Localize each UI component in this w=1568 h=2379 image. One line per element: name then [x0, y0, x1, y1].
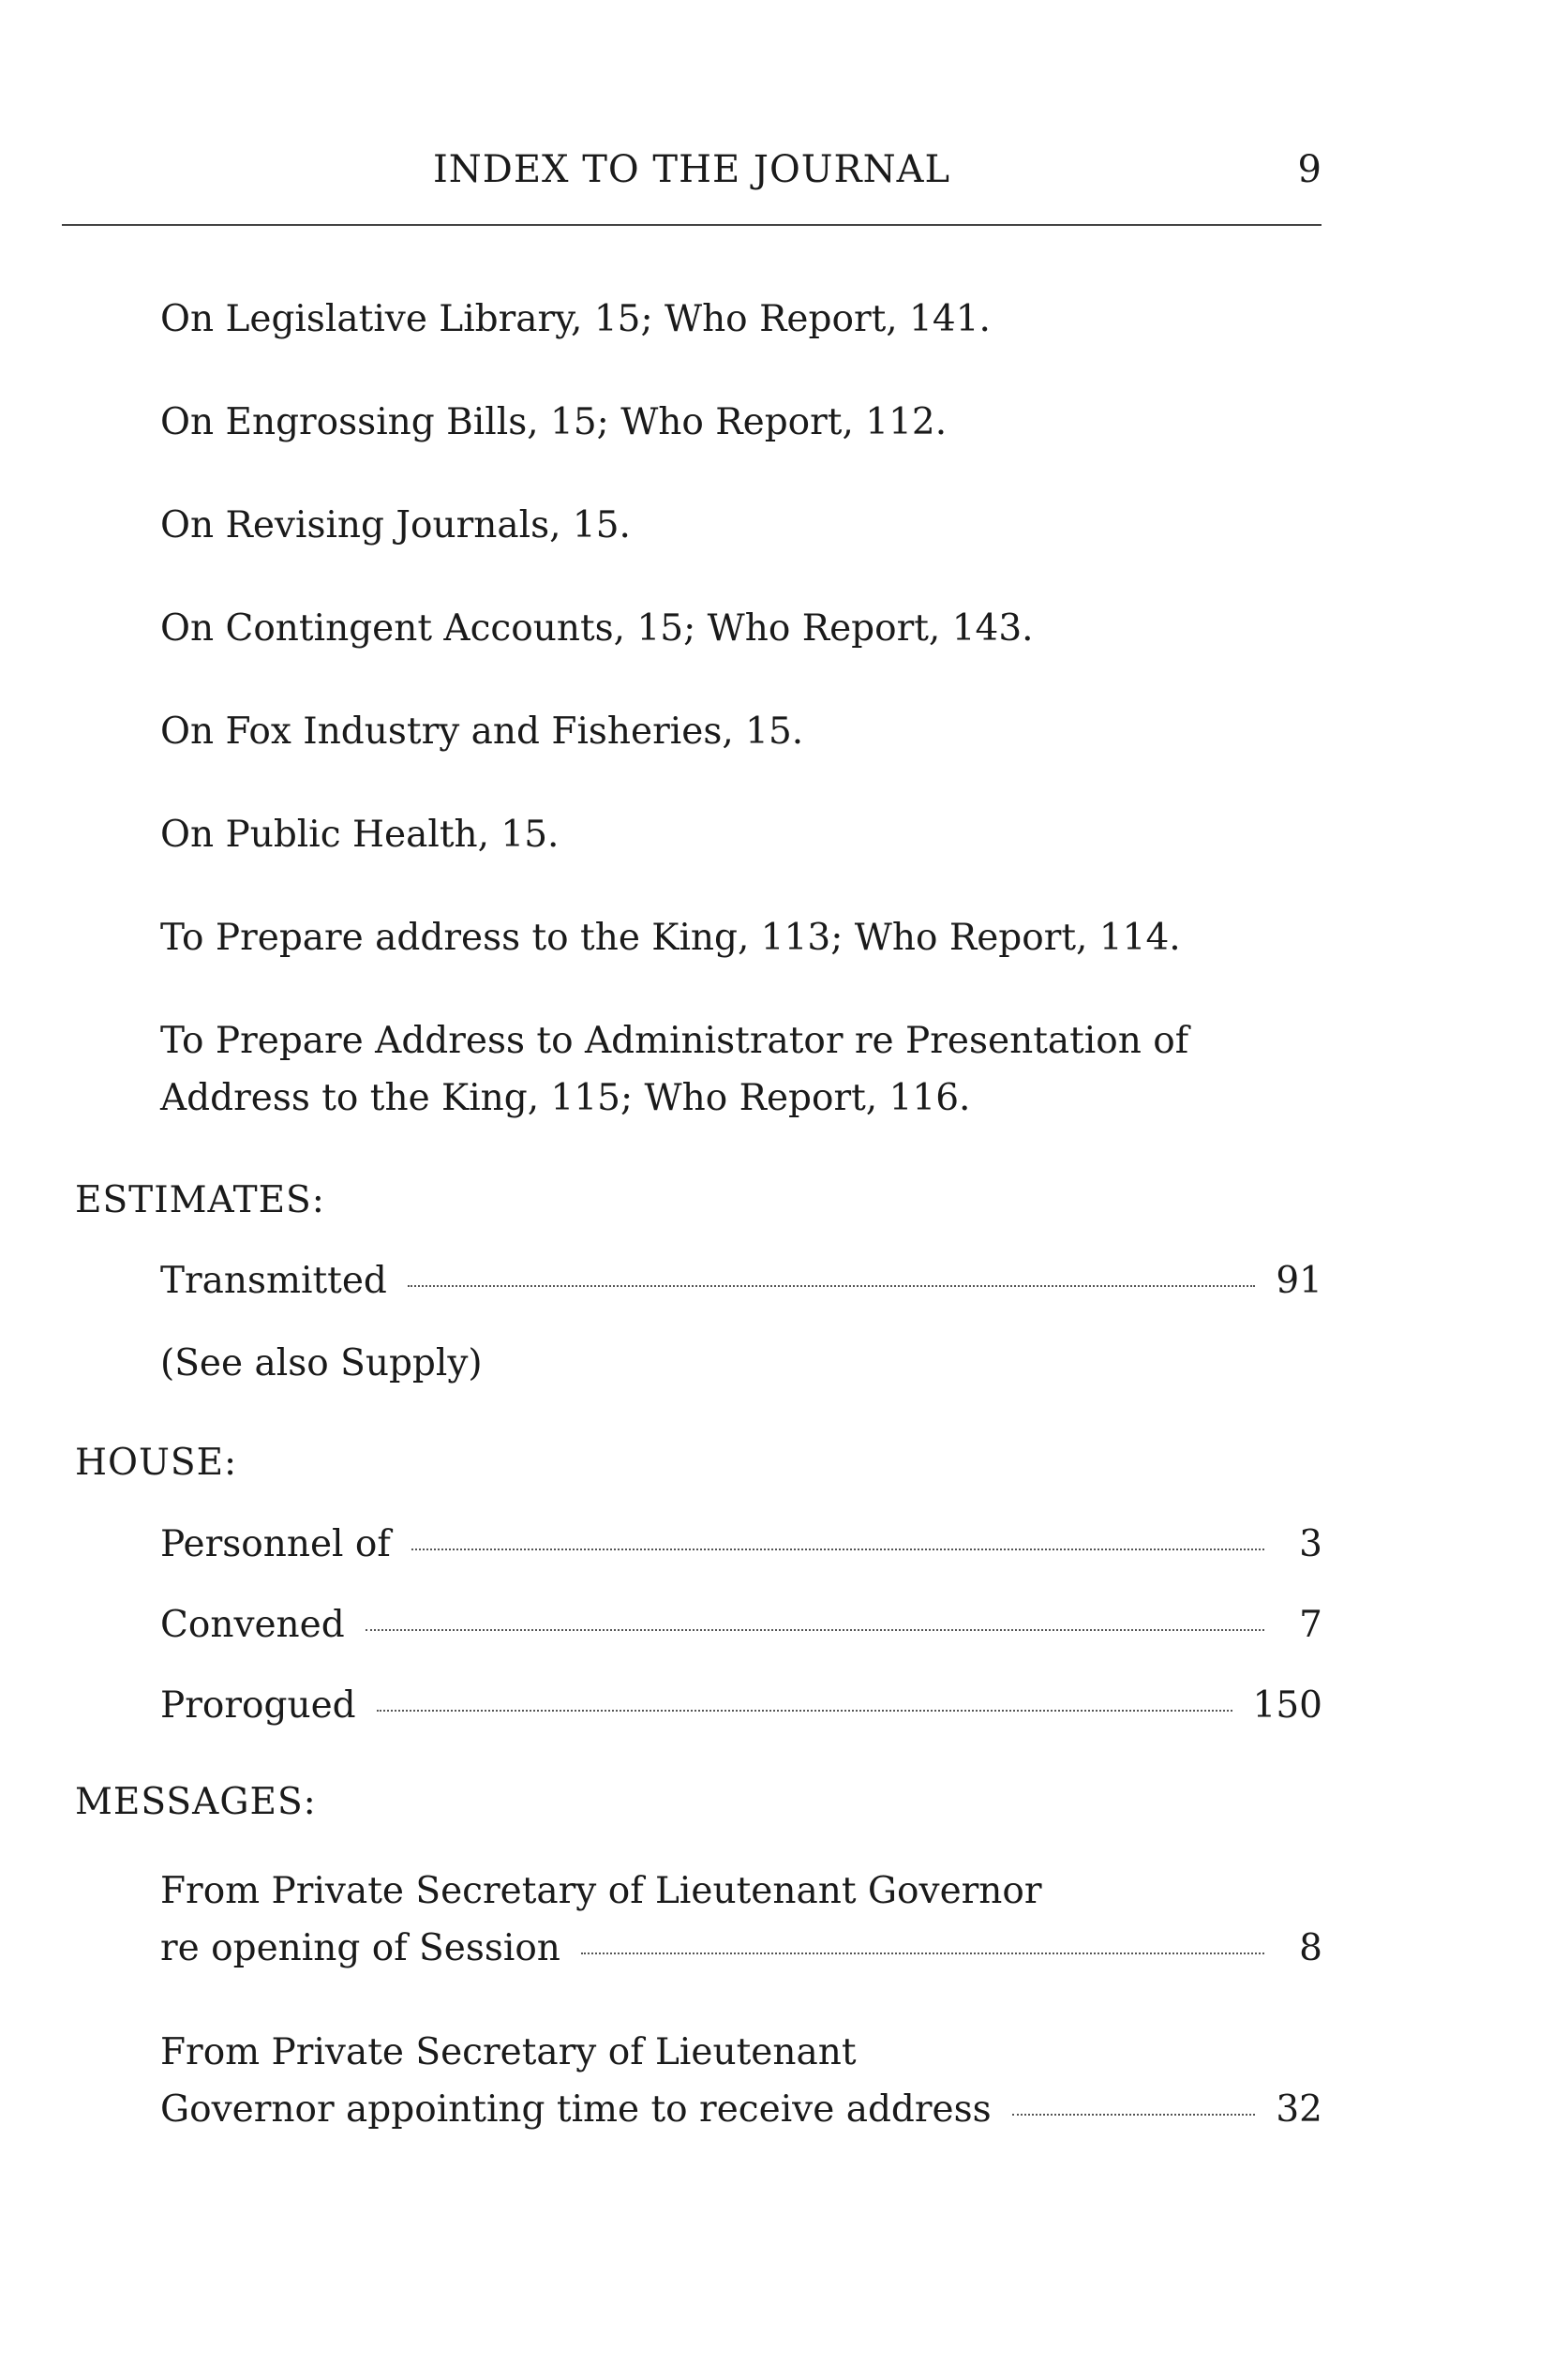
index-line-prorogued: [160, 1677, 1322, 1734]
index-line-convened: [160, 1596, 1322, 1653]
index-label: re opening of Session: [160, 1927, 560, 1969]
index-entry: On Legislative Library, 15; Who Report, 141.: [160, 298, 991, 340]
index-page-ref: 150: [1252, 1684, 1322, 1727]
index-page-ref: 32: [1276, 2088, 1322, 2131]
index-label: Personnel of: [160, 1523, 391, 1565]
see-also-note: (See also Supply): [160, 1342, 483, 1384]
index-entry: On Engrossing Bills, 15; Who Report, 112.: [160, 401, 948, 443]
page-header: [62, 148, 1322, 214]
index-entry: On Contingent Accounts, 15; Who Report, 143.: [160, 607, 1034, 650]
running-title: INDEX TO THE JOURNAL: [432, 148, 951, 191]
dot-leader: [1012, 2113, 1256, 2116]
index-line-transmitted: [160, 1252, 1322, 1309]
index-label: Transmitted: [160, 1260, 387, 1302]
dot-leader: [366, 1628, 1264, 1631]
index-entry: To Prepare address to the King, 113; Who Report, 114.: [160, 917, 1181, 959]
section-heading-estimates: ESTIMATES:: [75, 1179, 325, 1221]
header-rule: [62, 224, 1322, 226]
dot-leader: [408, 1284, 1255, 1287]
index-line-personnel: [160, 1516, 1322, 1573]
index-label: Prorogued: [160, 1684, 356, 1727]
dot-leader: [411, 1548, 1264, 1550]
index-entry-line: Address to the King, 115; Who Report, 116.: [160, 1077, 971, 1119]
dot-leader: [581, 1952, 1264, 1954]
page-number: 9: [1297, 148, 1322, 191]
dot-leader: [377, 1709, 1232, 1712]
message-entry-line: From Private Secretary of Lieutenant Governor: [160, 1870, 1042, 1912]
section-heading-messages: MESSAGES:: [75, 1781, 317, 1823]
index-entry: On Fox Industry and Fisheries, 15.: [160, 711, 804, 753]
index-page-ref: 3: [1299, 1523, 1322, 1565]
index-page-ref: 7: [1299, 1604, 1322, 1646]
index-page-ref: 8: [1299, 1927, 1322, 1969]
index-entry-line: To Prepare Address to Administrator re Presentation of: [160, 1020, 1189, 1062]
index-label: Convened: [160, 1604, 345, 1646]
index-page-ref: 91: [1276, 1260, 1322, 1302]
index-line-opening-session: [160, 1920, 1322, 1977]
index-entry: On Revising Journals, 15.: [160, 504, 631, 546]
index-line-receive-address: [160, 2081, 1322, 2138]
index-entry: On Public Health, 15.: [160, 814, 560, 856]
message-entry-line: From Private Secretary of Lieutenant: [160, 2031, 857, 2073]
section-heading-house: HOUSE:: [75, 1442, 238, 1484]
index-label: Governor appointing time to receive address: [160, 2088, 992, 2131]
